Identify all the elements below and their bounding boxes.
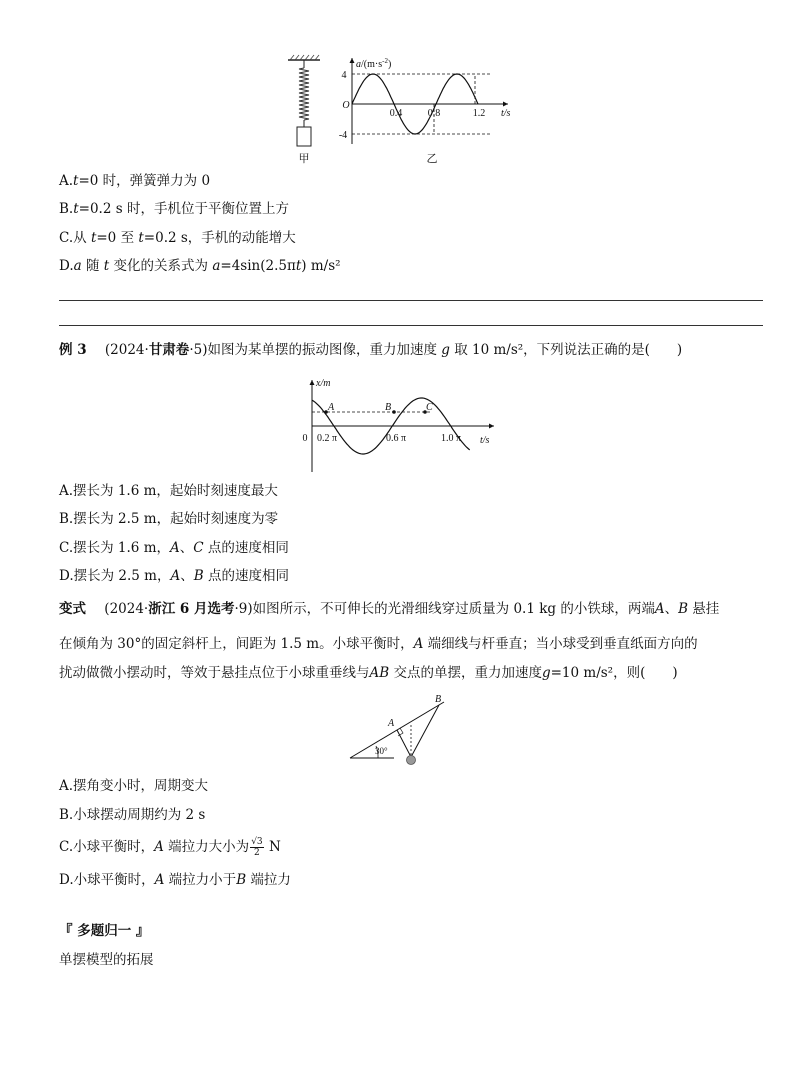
x-tick-0.6pi: 0.6 π xyxy=(385,433,407,444)
stem-text: 在倾角为 30°的固定斜杆上，间距为 1.5 m。小球平衡时， xyxy=(59,636,414,652)
option-letter: D. xyxy=(59,258,74,274)
fraction-numerator: √3 xyxy=(251,837,263,847)
variant-option-a xyxy=(59,777,208,795)
x-axis-label: t/s xyxy=(480,435,490,446)
option-text: A.摆角变小时，周期变大 xyxy=(59,778,209,794)
stem-text: 如图所示，不可伸长的光滑细线穿过质量为 0.1 kg 的小铁球，两端 xyxy=(252,601,655,617)
option-letter: A. xyxy=(59,173,74,189)
option-text: C.摆长为 1.6 m， xyxy=(59,540,170,556)
stem-text: =10 m/s²，则( ) xyxy=(550,665,678,681)
option-text: =0.2 s 时，手机位于平衡位置上方 xyxy=(78,201,289,217)
option-text: 端拉力 xyxy=(246,872,291,888)
y-tick-4: 4 xyxy=(341,70,347,81)
var-g: g xyxy=(541,665,551,681)
fraction-sqrt3-over-2 xyxy=(250,837,263,858)
stem-text: 、 xyxy=(664,601,679,617)
x-tick-0.2pi: 0.2 π xyxy=(316,433,338,444)
point-ref: A xyxy=(413,636,424,652)
option-text: =0 至 xyxy=(96,230,139,246)
point-c-label: C xyxy=(426,402,433,413)
section-subheading: 单摆模型的拓展 xyxy=(59,952,154,968)
answer-line-1 xyxy=(59,300,763,301)
segment-ref: AB xyxy=(369,665,390,681)
option-text: 、 xyxy=(180,568,194,584)
fraction-denominator: 2 xyxy=(254,848,260,858)
variant-option-b xyxy=(59,806,205,824)
formula-part: =4sin(2.5π xyxy=(220,258,296,274)
option-a xyxy=(59,172,210,190)
ex3-option-c xyxy=(59,539,289,557)
variant-line-3 xyxy=(59,664,678,682)
x-tick-0.8: 0.8 xyxy=(427,108,441,119)
example-3-stem xyxy=(59,341,682,359)
figure-inclined-rod xyxy=(346,690,450,768)
x-tick-1.2: 1.2 xyxy=(472,108,486,119)
example-label: 例 3 xyxy=(59,342,87,358)
ylabel-unit: /(m·s xyxy=(361,59,383,70)
point-b-label: B xyxy=(385,402,392,413)
source-text: ·5) xyxy=(189,342,208,358)
option-text: A.摆长为 1.6 m，起始时刻速度最大 xyxy=(59,483,278,499)
stem-text: 取 10 m/s²，下列说法正确的是( ) xyxy=(449,342,683,358)
point-b-dot xyxy=(392,410,396,414)
stem-text: 如图为某单摆的振动图像，重力加速度 xyxy=(207,342,442,358)
ex3-option-b xyxy=(59,510,278,528)
ex3-option-a xyxy=(59,482,278,500)
option-text: =0.2 s，手机的动能增大 xyxy=(143,230,296,246)
option-d xyxy=(59,257,341,275)
variant-option-c xyxy=(59,836,281,858)
var-a: a xyxy=(212,258,221,274)
point-ref: B xyxy=(193,568,204,584)
figure-spring-acceleration xyxy=(280,52,520,168)
var-t: t xyxy=(295,258,302,274)
option-letter: B. xyxy=(59,201,74,217)
option-text: =0 时，弹簧弹力为 0 xyxy=(78,173,211,189)
option-text: D.小球平衡时， xyxy=(59,872,155,888)
source-text: (2024· xyxy=(104,601,149,617)
option-letter: C.从 xyxy=(59,230,91,246)
option-b xyxy=(59,200,289,218)
variant-line-1 xyxy=(59,600,719,618)
point-ref: A xyxy=(154,872,165,888)
label-jia: 甲 xyxy=(298,153,310,165)
point-ref: C xyxy=(193,540,204,556)
var-t: t xyxy=(73,173,79,189)
formula-part: ) m/s² xyxy=(301,258,341,274)
option-text: 端拉力小于 xyxy=(164,872,237,888)
point-ref: B xyxy=(678,601,689,617)
ylabel-close: ) xyxy=(387,59,392,70)
option-text: 点的速度相同 xyxy=(203,540,289,556)
point-a-label: A xyxy=(328,402,335,413)
source-name: 浙江 6 月选考 xyxy=(148,601,235,617)
ylabel-a: a xyxy=(356,59,361,70)
variant-line-2 xyxy=(59,635,698,653)
x-tick-1.0pi: 1.0 π xyxy=(440,433,462,444)
point-ref: A xyxy=(654,601,665,617)
option-text: 、 xyxy=(179,540,194,556)
var-g: g xyxy=(441,342,450,358)
option-text: C.小球平衡时， xyxy=(59,839,155,855)
var-t: t xyxy=(103,258,110,274)
spring-diagram xyxy=(288,55,320,146)
y-axis-label: x/m xyxy=(316,378,331,389)
iron-ball xyxy=(407,756,416,765)
option-text: N xyxy=(264,839,281,855)
point-ref: A xyxy=(170,540,180,556)
point-ref: B xyxy=(236,872,247,888)
stem-text: 扰动做微小摆动时，等效于悬挂点位于小球重垂线与 xyxy=(59,665,370,681)
x-tick-0.4: 0.4 xyxy=(389,108,403,119)
option-text: B.小球摆动周期约为 2 s xyxy=(59,807,206,823)
var-t: t xyxy=(73,201,79,217)
option-text: B.摆长为 2.5 m，起始时刻速度为零 xyxy=(59,511,279,527)
angle-30: 30° xyxy=(375,746,388,756)
label-a: A xyxy=(388,718,395,729)
figure-pendulum-graph xyxy=(294,374,504,474)
var-a: a xyxy=(73,258,82,274)
variant-label: 变式 xyxy=(59,601,86,617)
label-yi: 乙 xyxy=(426,153,438,165)
var-t: t xyxy=(138,230,144,246)
point-ref: A xyxy=(154,839,164,855)
section-heading: 『 多题归一 』 xyxy=(59,923,150,939)
acceleration-graph xyxy=(350,58,509,144)
option-text: 随 xyxy=(81,258,104,274)
x-axis-label: t/s xyxy=(501,108,511,119)
var-t: t xyxy=(90,230,97,246)
source-text: (2024· xyxy=(104,342,149,358)
source-name: 甘肃卷 xyxy=(148,342,190,358)
ex3-option-d xyxy=(59,567,289,585)
option-text: 点的速度相同 xyxy=(203,568,289,584)
stem-text: 悬挂 xyxy=(688,601,720,617)
option-c xyxy=(59,229,296,247)
origin-o: O xyxy=(342,100,350,111)
ylabel-exp: -2 xyxy=(382,57,388,65)
label-b: B xyxy=(435,694,442,705)
y-tick-neg4: -4 xyxy=(338,130,348,141)
answer-line-2 xyxy=(59,325,763,326)
option-text: D.摆长为 2.5 m， xyxy=(59,568,171,584)
svg-text:a/(m·s-2) xyxy=(356,57,391,70)
option-text: 变化的关系式为 xyxy=(109,258,213,274)
stem-text: 端细线与杆垂直；当小球受到垂直纸面方向的 xyxy=(423,636,698,652)
point-ref: A xyxy=(170,568,181,584)
variant-option-d xyxy=(59,871,291,889)
origin-zero: 0 xyxy=(302,433,308,444)
stem-text: 交点的单摆，重力加速度 xyxy=(389,665,542,681)
source-text: ·9) xyxy=(234,601,253,617)
option-text: 端拉力大小为 xyxy=(163,839,250,855)
